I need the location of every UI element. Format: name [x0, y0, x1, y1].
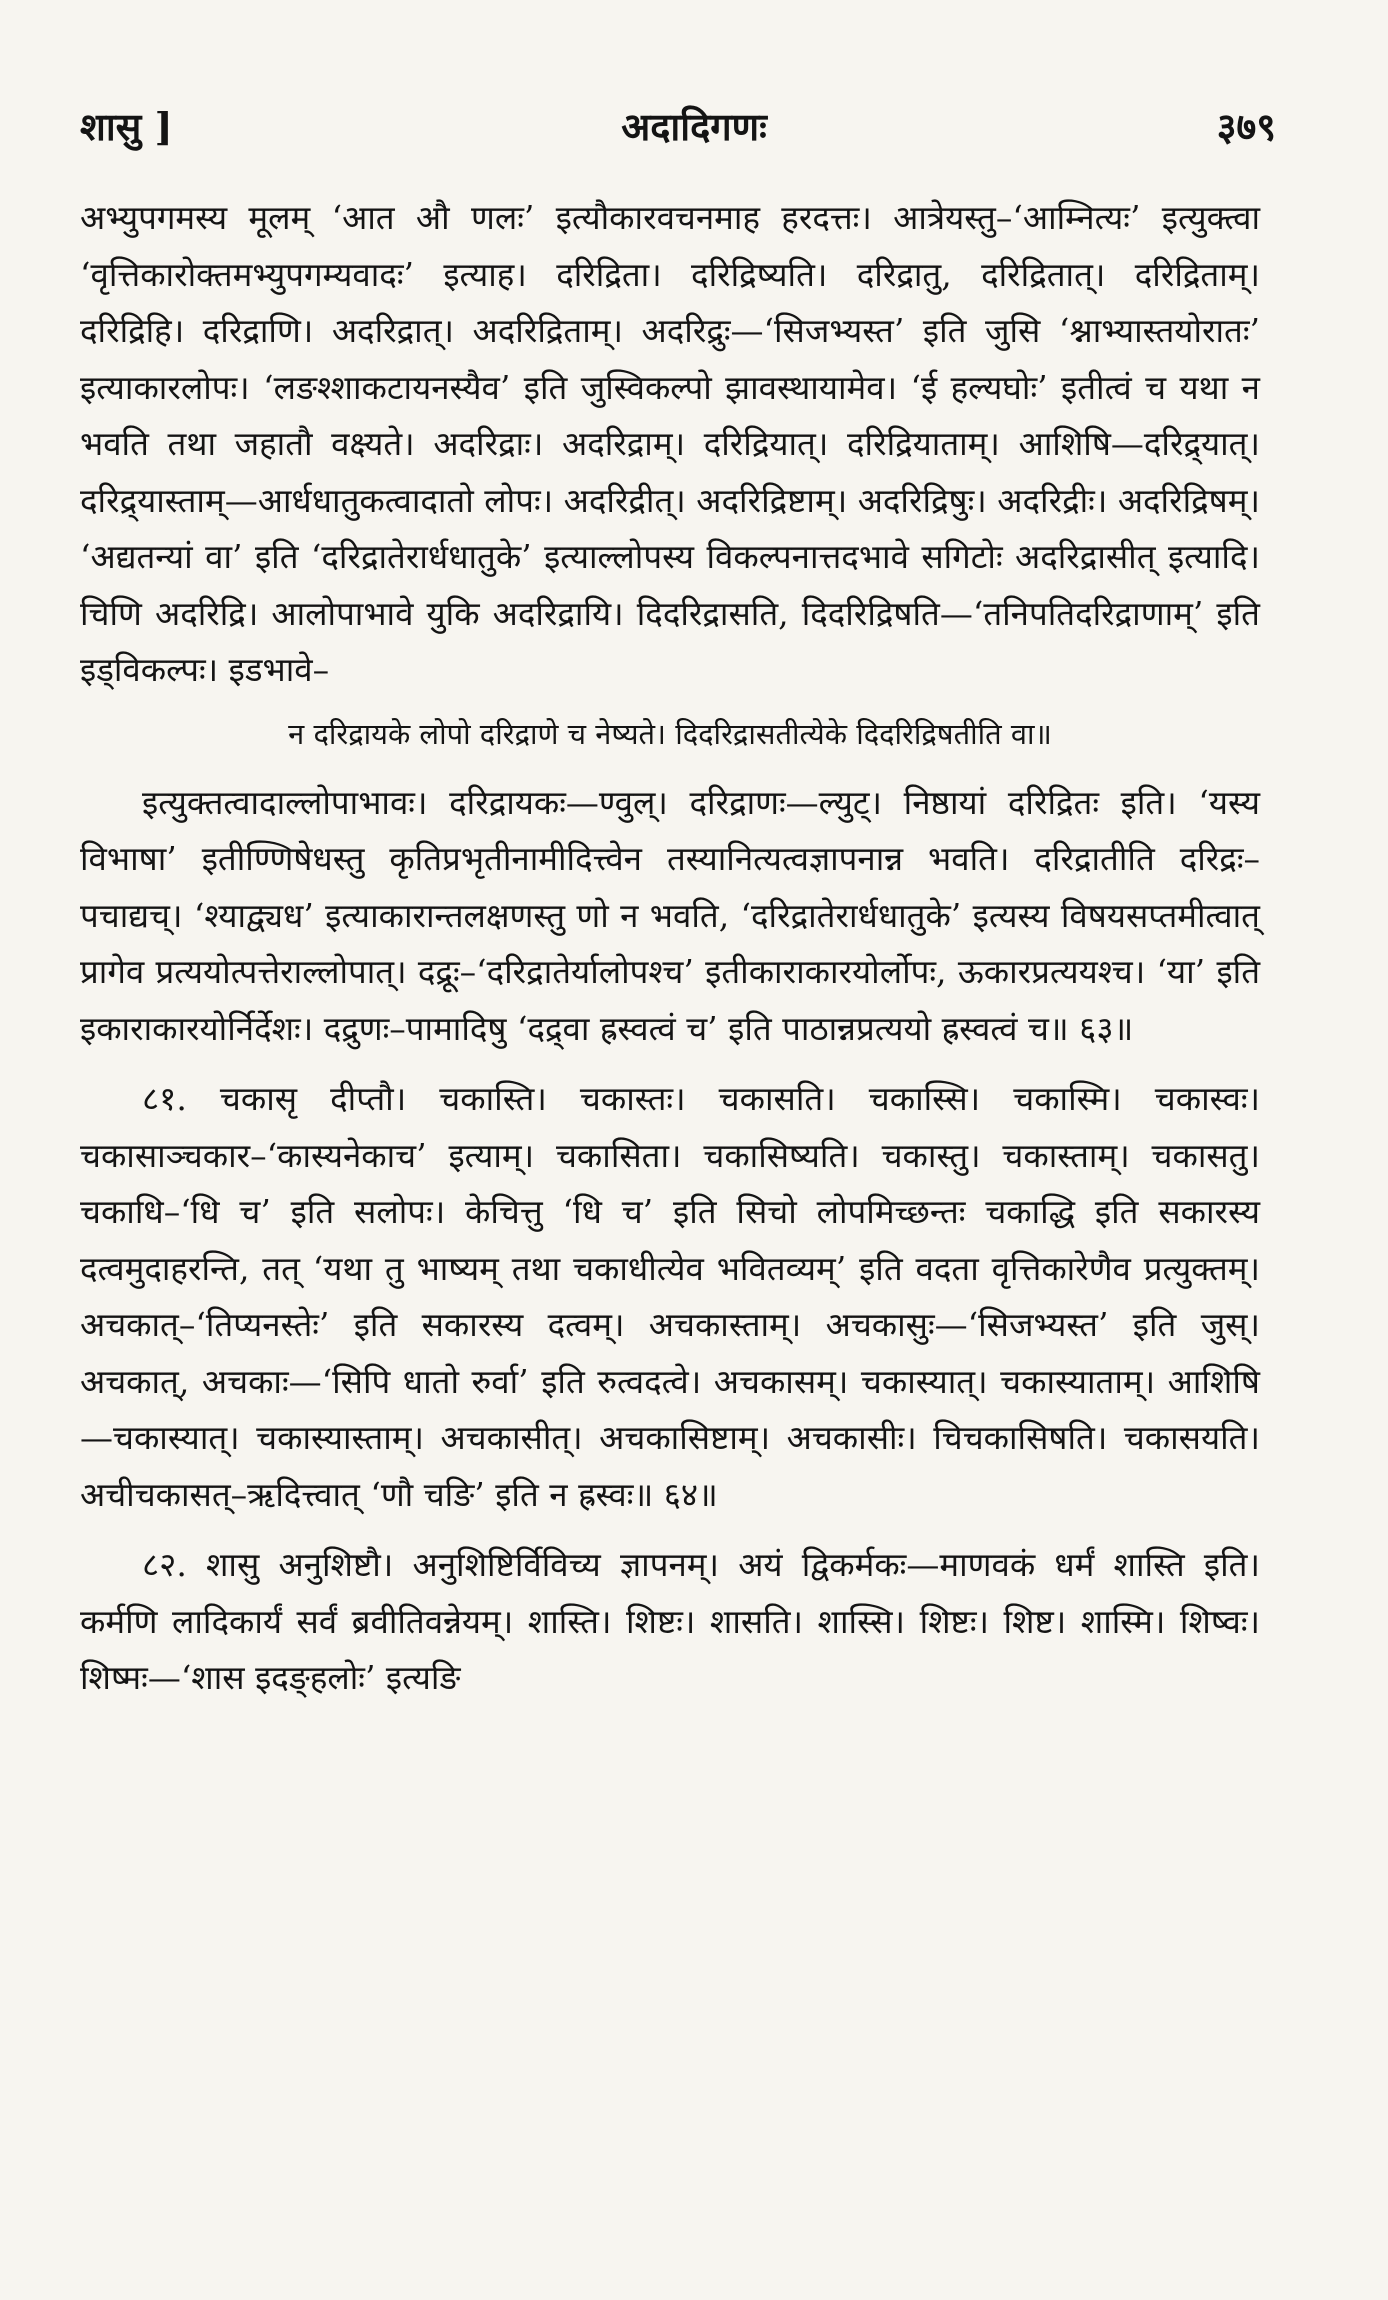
page-body — [80, 190, 1260, 1707]
paragraph-4-root-82: ८२. शासु अनुशिष्टौ। अनुशिष्टिर्विविच्य ज्ञापनम्। अयं द्विकर्मकः—माणवकं धर्मं शास्ति इति। कर्मणि लादिकार्यं सर्वं ब्रवीतिवन्नेयम्। शास्ति। शिष्टः। शासति। शास्सि। शिष्टः। शिष्ट। शास्मि। शिष्वः। शिष्मः—‘शास इदङ्हलोः’ इत्यङि — [80, 1545, 1260, 1697]
paragraph-3-root-81: ८१. चकासृ दीप्तौ। चकास्ति। चकास्तः। चकासति। चकास्सि। चकास्मि। चकास्वः। चकासाञ्चकार–‘कास्यनेकाच’ इत्याम्। चकासिता। चकासिष्यति। चकास्तु। चकास्ताम्। चकासतु। चकाधि–‘धि च’ इति सलोपः। केचित्तु ‘धि च’ इति सिचो लोपमिच्छन्तः चकाद्धि इति सकारस्य दत्वमुदाहरन्ति, तत् ‘यथा तु भाष्यम् तथा चकाधीत्येव भवितव्यम्’ इति वदता वृत्तिकारेणैव प्रत्युक्तम्। अचकात्–‘तिप्यनस्तेः’ इति सकारस्य दत्वम्। अचकास्ताम्। अचकासुः—‘सिजभ्यस्त’ इति जुस्। अचकात्, अचकाः—‘सिपि धातो रुर्वा’ इति रुत्वदत्वे। अचकासम्। चकास्यात्। चकास्याताम्। आशिषि—चकास्यात्। चकास्यास्ताम्। अचकासीत्। अचकासिष्टाम्। अचकासीः। चिचकासिषति। चकासयति। अचीचकासत्–ऋदित्त्वात् ‘णौ चङि’ इति न ह्रस्वः॥ ६४॥ — [80, 1079, 1260, 1514]
header-section-label: शासु ] — [80, 104, 173, 149]
paragraph-2: इत्युक्तत्वादाल्लोपाभावः। दरिद्रायकः—ण्वुल्। दरिद्राणः—ल्युट्। निष्ठायां दरिद्रितः इति। ‘यस्य विभाषा’ इतीण्णिषेधस्तु कृतिप्रभृतीनामीदित्त्वेन तस्यानित्यत्वज्ञापनान्न भवति। दरिद्रातीति दरिद्रः–पचाद्यच्। ‘श्याद्व्यध’ इत्याकारान्तलक्षणस्तु णो न भवति, ‘दरिद्रातेरार्धधातुके’ इत्यस्य विषयसप्तमीत्वात् प्रागेव प्रत्ययोत्पत्तेराल्लोपात्। दद्रूः–‘दरिद्रातेर्यालोपश्च’ इतीकाराकारयोर्लोपः, ऊकारप्रत्ययश्च। ‘या’ इति इकाराकारयोर्निर्देशः। दद्रुणः–पामादिषु ‘दद्र्वा ह्रस्वत्वं च’ इति पाठान्नप्रत्ययो ह्रस्वत्वं च॥ ६३॥ — [80, 782, 1260, 1048]
header-page-number: ३७९ — [1216, 104, 1276, 149]
verse-quote: न दरिद्रायके लोपो दरिद्राणे च नेष्यते। दिदरिद्रासतीत्येके दिदरिद्रिषतीति वा॥ — [288, 716, 1052, 751]
running-header — [0, 0, 1388, 160]
header-chapter-title: अदादिगणः — [621, 104, 767, 149]
paragraph-1: अभ्युपगमस्य मूलम् ‘आत औ णलः’ इत्यौकारवचनमाह हरदत्तः। आत्रेयस्तु–‘आम्नित्यः’ इत्युक्त्वा ‘वृत्तिकारोक्तमभ्युपगम्यवादः’ इत्याह। दरिद्रिता। दरिद्रिष्यति। दरिद्रातु, दरिद्रितात्। दरिद्रिताम्। दरिद्रिहि। दरिद्राणि। अदरिद्रात्। अदरिद्रिताम्। अदरिद्रुः—‘सिजभ्यस्त’ इति जुसि ‘श्नाभ्यास्तयोरातः’ इत्याकारलोपः। ‘लङश्शाकटायनस्यैव’ इति जुस्विकल्पो झावस्थायामेव। ‘ई हल्यघोः’ इतीत्वं च यथा न भवति तथा जहातौ वक्ष्यते। अदरिद्राः। अदरिद्राम्। दरिद्रियात्। दरिद्रियाताम्। आशिषि—दरिद्र्यात्। दरिद्र्यास्ताम्—आर्धधातुकत्वादातो लोपः। अदरिद्रीत्। अदरिद्रिष्टाम्। अदरिद्रिषुः। अदरिद्रीः। अदरिद्रिषम्। ‘अद्यतन्यां वा’ इति ‘दरिद्रातेरार्धधातुके’ इत्याल्लोपस्य विकल्पनात्तदभावे सगिटोः अदरिद्रासीत् इत्यादि। चिणि अदरिद्रि। आलोपाभावे युकि अदरिद्रायि। दिदरिद्रासति, दिदरिद्रिषति—‘तनिपतिदरिद्राणाम्’ इति इड्विकल्पः। इडभावे– — [80, 198, 1260, 689]
